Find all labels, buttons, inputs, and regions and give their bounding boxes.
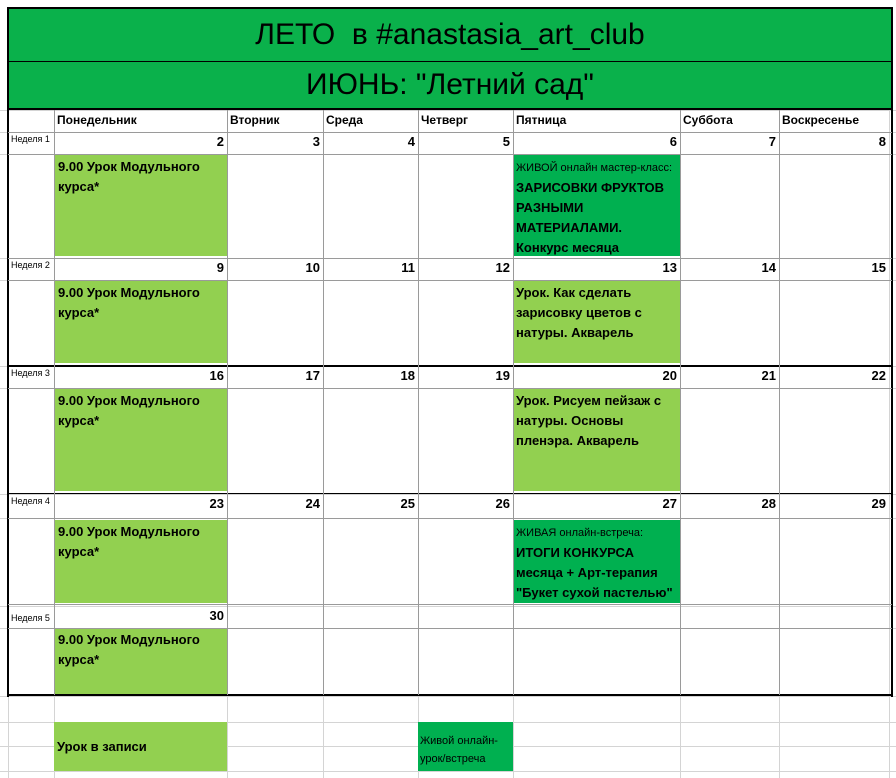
date-number: 7 [768, 134, 776, 149]
calendar-title [8, 8, 892, 62]
cell-border [8, 280, 892, 281]
event-text: 9.00 Урок Модульного курса* [58, 393, 200, 428]
date-number: 13 [662, 260, 677, 275]
date-number: 2 [216, 134, 224, 149]
legend-recorded-label: Урок в записи [57, 739, 147, 754]
date-number: 23 [209, 496, 224, 511]
date-number: 14 [761, 260, 776, 275]
gridline [0, 771, 896, 772]
month-title [8, 62, 892, 108]
date-number: 30 [209, 608, 224, 623]
day-header-fri: Пятница [516, 113, 567, 127]
event-text: 9.00 Урок Модульного курса* [58, 632, 200, 667]
gridline [889, 108, 890, 778]
cell-border [54, 110, 55, 695]
month-title-text: ИЮНЬ: "Летний сад" [306, 68, 594, 101]
date-number: 6 [669, 134, 677, 149]
cell-border [8, 154, 892, 155]
event-text: Урок. Рисуем пейзаж с натуры. Основы пленэра. Акварель [516, 393, 662, 448]
event-live-meeting [513, 520, 680, 603]
day-header-thu: Четверг [421, 113, 469, 127]
cell-border [513, 110, 514, 695]
day-header-tue: Вторник [230, 113, 280, 127]
event-prefix: ЖИВОЙ онлайн мастер-класс: [516, 162, 673, 174]
cell-border [8, 628, 892, 629]
cell-border [8, 132, 892, 133]
date-number: 15 [871, 260, 886, 275]
border-line [7, 7, 893, 9]
border-line [7, 108, 893, 110]
event-prefix: ЖИВАЯ онлайн-встреча: [516, 527, 644, 539]
cell-border [418, 110, 419, 695]
border-line [7, 365, 893, 367]
date-number: 28 [761, 496, 776, 511]
event-live-masterclass [513, 155, 680, 256]
date-number: 17 [305, 368, 320, 383]
date-number: 19 [495, 368, 510, 383]
border-line [7, 493, 893, 494]
cell-border [8, 604, 892, 605]
border-line [891, 7, 893, 697]
day-header-wed: Среда [326, 113, 363, 127]
date-number: 12 [495, 260, 510, 275]
legend-live-label: Живой онлайн-урок/встреча [420, 735, 498, 765]
event-module-lesson [55, 389, 227, 491]
date-number: 24 [305, 496, 320, 511]
event-text: 9.00 Урок Модульного курса* [58, 524, 200, 559]
date-number: 16 [209, 368, 224, 383]
border-line [7, 694, 893, 696]
week-label: Неделя 3 [11, 368, 50, 378]
event-module-lesson [55, 281, 227, 363]
cell-border [8, 388, 892, 389]
border-line [7, 61, 893, 62]
event-module-lesson [55, 520, 227, 603]
date-number: 5 [502, 134, 510, 149]
day-header-sat: Суббота [683, 113, 733, 127]
legend-live-lesson [418, 722, 513, 771]
event-text: 9.00 Урок Модульного курса* [58, 159, 200, 194]
date-number: 26 [495, 496, 510, 511]
cell-border [227, 110, 228, 695]
date-number: 20 [662, 368, 677, 383]
date-number: 10 [305, 260, 320, 275]
date-number: 9 [216, 260, 224, 275]
cell-border [680, 110, 681, 695]
cell-border [779, 110, 780, 695]
date-number: 3 [312, 134, 320, 149]
cell-border [323, 110, 324, 695]
date-number: 22 [871, 368, 886, 383]
date-number: 4 [407, 134, 415, 149]
calendar-title-text: ЛЕТО в #anastasia_art_club [255, 18, 645, 51]
date-number: 29 [871, 496, 886, 511]
event-recorded-lesson [513, 281, 680, 363]
day-header-sun: Воскресенье [782, 113, 860, 127]
cell-border [8, 518, 892, 519]
legend-recorded-lesson [54, 722, 227, 771]
week-label: Неделя 1 [11, 134, 50, 144]
week-label: Неделя 5 [11, 613, 50, 623]
event-module-lesson [55, 155, 227, 256]
date-number: 8 [878, 134, 886, 149]
week-label: Неделя 2 [11, 260, 50, 270]
week-label: Неделя 4 [11, 496, 50, 506]
day-header-mon: Понедельник [57, 113, 137, 127]
event-recorded-lesson [513, 389, 680, 491]
date-number: 11 [401, 260, 415, 275]
date-number: 18 [400, 368, 415, 383]
gridline [0, 696, 896, 697]
event-text: ИТОГИ КОНКУРСА месяца + Арт-терапия "Букет сухой пастелью" [516, 545, 673, 600]
event-text: ЗАРИСОВКИ ФРУКТОВ РАЗНЫМИ МАТЕРИАЛАМИ. Конкурс месяца [516, 180, 665, 255]
event-text: Урок. Как сделать зарисовку цветов с натуры. Акварель [516, 285, 642, 340]
date-number: 25 [400, 496, 415, 511]
date-number: 21 [761, 368, 776, 383]
cell-border [8, 258, 892, 259]
border-line [7, 7, 9, 697]
event-module-lesson [55, 628, 227, 695]
event-text: 9.00 Урок Модульного курса* [58, 285, 200, 320]
date-number: 27 [662, 496, 677, 511]
